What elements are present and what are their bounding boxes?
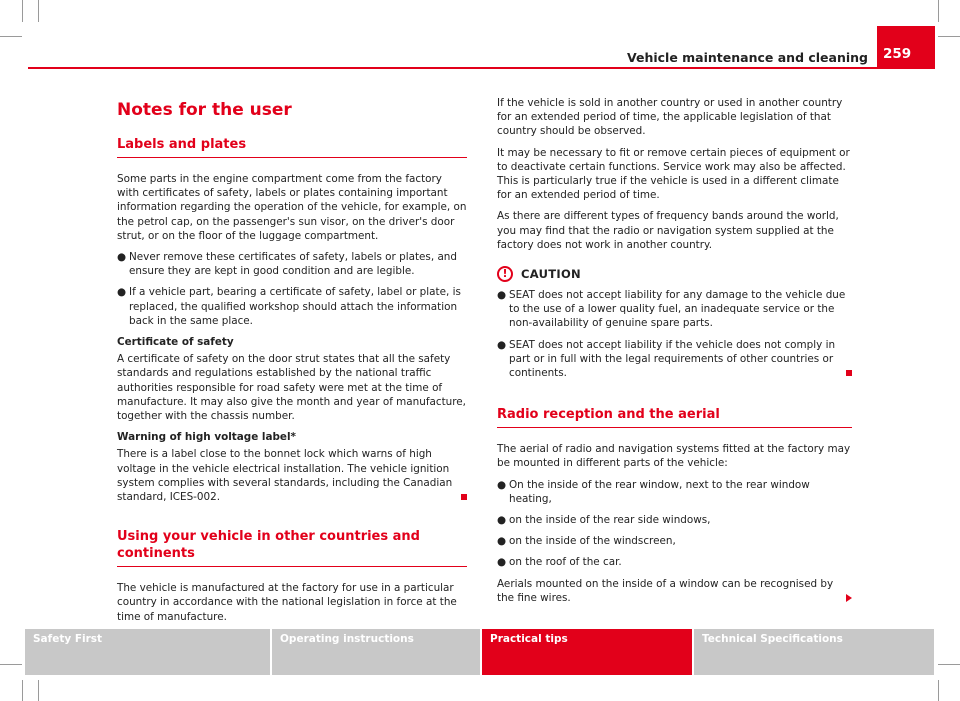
- page-title: Notes for the user: [117, 100, 292, 120]
- crop-mark: [938, 680, 939, 701]
- bullet-text: Never remove these certificates of safety, labels or plates, and ensure they are kept in good condition and are legible.: [129, 251, 457, 278]
- section-end-icon: [461, 494, 467, 500]
- subheading-certificate: Certificate of safety: [117, 336, 234, 349]
- list-item: [497, 288, 852, 331]
- crop-mark: [22, 0, 23, 22]
- caution-header: [497, 266, 852, 282]
- continue-arrow-icon: [846, 594, 852, 602]
- paragraph: If the vehicle is sold in another country or used in another country for an extended period of time, the applicable legislation of that country should be observed.: [497, 97, 843, 138]
- bullet-icon: ●: [497, 535, 507, 548]
- right-column: [497, 96, 852, 612]
- radio-outro-text: Aerials mounted on the inside of a window can be recognised by the fine wires.: [497, 577, 834, 604]
- chapter-tabs: [25, 629, 936, 675]
- list-item: [117, 250, 467, 278]
- radio-intro: The aerial of radio and navigation systems fitted at the factory may be mounted in different parts of the vehicle:: [497, 443, 851, 470]
- crop-mark: [938, 0, 939, 22]
- high-voltage-text: [117, 447, 467, 504]
- crop-mark: [938, 36, 960, 37]
- left-column: [117, 100, 467, 631]
- page-number: [877, 26, 935, 69]
- section-end-icon: [846, 370, 852, 376]
- bullet-text: on the inside of the rear side windows,: [509, 514, 711, 527]
- bullet-text: If a vehicle part, bearing a certificate of safety, label or plate, is replaced, the qualified workshop should attach the information back in the same place.: [129, 286, 461, 327]
- paragraph: It may be necessary to fit or remove certain pieces of equipment or to deactivate certain functions. Service work may also be affected. This is particularly true if the vehicle is used in a different climate for an extended period of time.: [497, 146, 850, 202]
- bullet-text: SEAT does not accept liability if the vehicle does not comply in part or in full with the legal requirements of other countries or continents.: [509, 338, 836, 380]
- bullet-icon: ●: [117, 286, 127, 299]
- crop-mark: [0, 36, 22, 37]
- crop-mark: [22, 680, 23, 701]
- list-item: [497, 338, 852, 381]
- bullet-icon: ●: [497, 514, 507, 527]
- bullet-icon: ●: [497, 478, 507, 491]
- bullet-text: on the inside of the windscreen,: [509, 535, 676, 548]
- header-rule: [28, 67, 935, 69]
- bullet-icon: ●: [117, 251, 127, 264]
- bullet-text: on the roof of the car.: [509, 556, 622, 569]
- paragraph: As there are different types of frequency bands around the world, you may find that the radio or navigation system supplied at the factory does not work in another country.: [497, 210, 839, 251]
- heading-other-countries: Using your vehicle in other countries and continents: [117, 528, 467, 567]
- high-voltage-body: There is a label close to the bonnet lock which warns of high voltage in the vehicle electrical installation. The vehicle ignition system complies with several standards, including the Canadian standard, ICES-002.: [117, 448, 453, 504]
- list-item: [497, 478, 852, 506]
- certificate-text: A certificate of safety on the door strut states that all the safety standards and regulations established by the national traffic authorities responsible for road safety were met at the time of manufacture. It may also give the month and year of manufacture, together with the chassis number.: [117, 353, 466, 423]
- bullet-text: SEAT does not accept liability for any damage to the vehicle due to the use of a lower quality fuel, an inadequate service or the non-availability of genuine spare parts.: [509, 289, 846, 330]
- list-item: [497, 534, 852, 548]
- warning-icon: !: [497, 266, 513, 282]
- tab-safety-first[interactable]: Safety First: [25, 629, 270, 675]
- radio-outro: [497, 577, 852, 605]
- caution-label: CAUTION: [521, 266, 581, 281]
- heading-labels-and-plates: Labels and plates: [117, 136, 467, 158]
- tab-operating-instructions[interactable]: Operating instructions: [272, 629, 480, 675]
- crop-mark: [938, 664, 960, 665]
- bullet-text: On the inside of the rear window, next to the rear window heating,: [509, 478, 810, 505]
- bullet-icon: ●: [497, 338, 507, 351]
- other-countries-text: The vehicle is manufactured at the factory for use in a particular country in accordance with the national legislation in force at the time of manufacture.: [117, 582, 457, 623]
- list-item: [497, 513, 852, 527]
- bullet-icon: ●: [497, 289, 507, 302]
- subheading-high-voltage: Warning of high voltage label*: [117, 431, 296, 444]
- tab-practical-tips[interactable]: Practical tips: [482, 629, 692, 675]
- heading-radio-reception: Radio reception and the aerial: [497, 406, 852, 428]
- crop-mark: [38, 0, 39, 22]
- crop-mark: [0, 664, 22, 665]
- labels-intro: Some parts in the engine compartment come from the factory with certificates of safety, labels or plates containing important information regarding the operation of the vehicle, for example, on the petrol cap, on the passenger's sun visor, on the driver's door strut, or on the floor of the luggage compartment.: [117, 173, 467, 242]
- list-item: [497, 555, 852, 569]
- list-item: [117, 285, 467, 328]
- tab-technical-specifications[interactable]: Technical Specifications: [694, 629, 934, 675]
- bullet-icon: ●: [497, 556, 507, 569]
- crop-mark: [38, 680, 39, 701]
- section-title: Vehicle maintenance and cleaning: [626, 50, 868, 65]
- page-number-text: 259: [883, 46, 912, 62]
